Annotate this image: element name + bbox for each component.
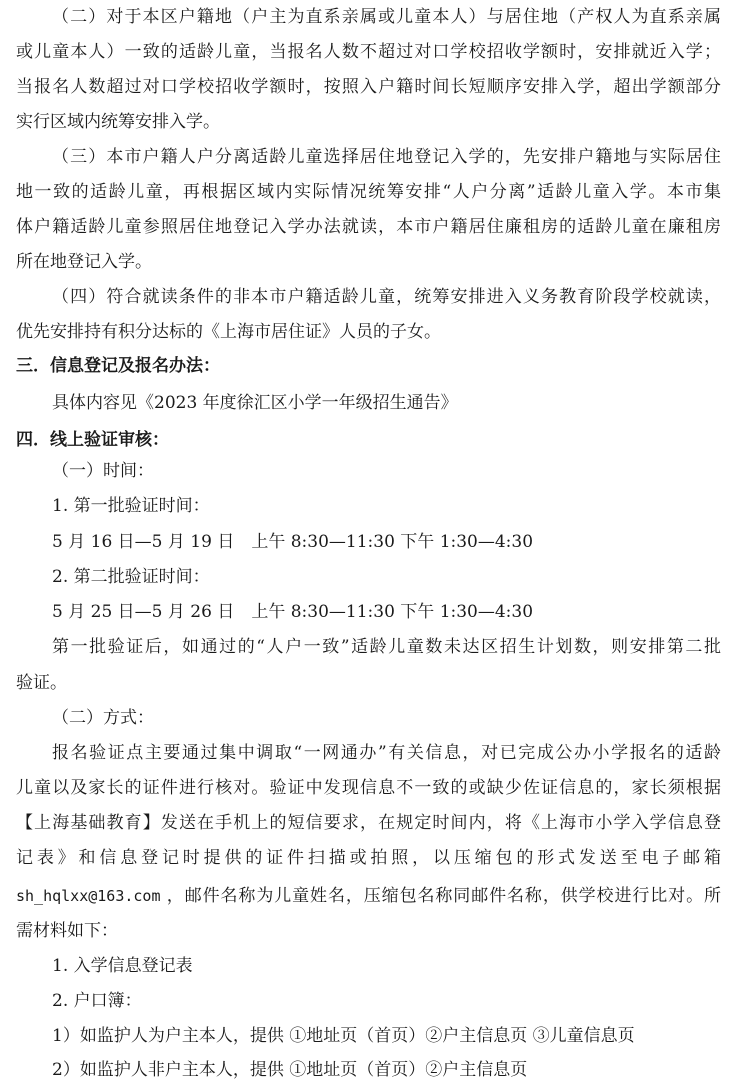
text-line: 5 月 25 日—5 月 26 日 上午 8:30—11:30 下午 1:30—4:30 [52,602,534,622]
text-line: 记表》和信息登记时提供的证件扫描或拍照，以压缩包的形式发送至电子邮箱 [16,848,721,868]
text-line: 优先安排持有积分达标的《上海市居住证》人员的子女。 [16,322,441,342]
text-line: 需材料如下： [16,921,118,941]
text-line: 所在地登记入学。 [16,252,152,272]
text-line: 【上海基础教育】发送在手机上的短信要求，在规定时间内，将《上海市小学入学信息登 [16,813,721,833]
section-heading: 三．信息登记及报名办法： [16,356,220,376]
text-line: （四）符合就读条件的非本市户籍适龄儿童，统筹安排进入义务教育阶段学校就读， [52,287,721,307]
text-line: 或儿童本人）一致的适龄儿童，当报名人数不超过对口学校招收学额时，安排就近入学； [16,42,721,62]
text-line: （三）本市户籍人户分离适龄儿童选择居住地登记入学的，先安排户籍地与实际居住 [52,147,721,167]
text-line: 报名验证点主要通过集中调取“一网通办”有关信息，对已完成公办小学报名的适龄 [52,743,721,763]
text-line: 验证。 [16,673,67,693]
email-line: sh_hqlxx@163.com ，邮件名称为儿童姓名，压缩包名称同邮件名称，供学校进行比对。所 [16,886,721,906]
text-line: 第一批验证后，如通过的“人户一致”适龄儿童数未达区招生计划数，则安排第二批 [52,637,721,657]
text-line: 具体内容见《2023 年度徐汇区小学一年级招生通告》 [52,393,458,413]
text-line: 地一致的适龄儿童，再根据区域内实际情况统筹安排“人户分离”适龄儿童入学。本市集 [16,182,721,202]
text-line: 2. 第二批验证时间： [52,567,210,587]
text-line: （一）时间： [52,461,154,481]
text-line: 儿童以及家长的证件进行核对。验证中发现信息不一致的或缺少佐证信息的，家长须根据 [16,778,721,798]
list-item: 2）如监护人非户主本人，提供 ①地址页（首页）②户主信息页 [52,1060,528,1080]
text-line: 1. 第一批验证时间： [52,496,210,516]
email-address: sh_hqlxx@163.com [16,887,161,905]
list-item: 2. 户口簿： [52,991,142,1011]
text-line: 当报名人数超过对口学校招收学额时，按照入户籍时间长短顺序安排入学，超出学额部分 [16,77,721,97]
text-line: 体户籍适龄儿童参照居住地登记入学办法就读，本市户籍居住廉租房的适龄儿童在廉租房 [16,217,721,237]
text-line: （二）对于本区户籍地（户主为直系亲属或儿童本人）与居住地（产权人为直系亲属 [52,7,721,27]
list-item: 1. 入学信息登记表 [52,956,193,976]
text-line: （二）方式： [52,708,154,728]
text-line: 实行区域内统筹安排入学。 [16,112,220,132]
section-heading: 四．线上验证审核： [16,430,169,450]
list-item: 1）如监护人为户主本人，提供 ①地址页（首页）②户主信息页 ③儿童信息页 [52,1026,635,1046]
text-line: 5 月 16 日—5 月 19 日 上午 8:30—11:30 下午 1:30—4:30 [52,532,534,552]
